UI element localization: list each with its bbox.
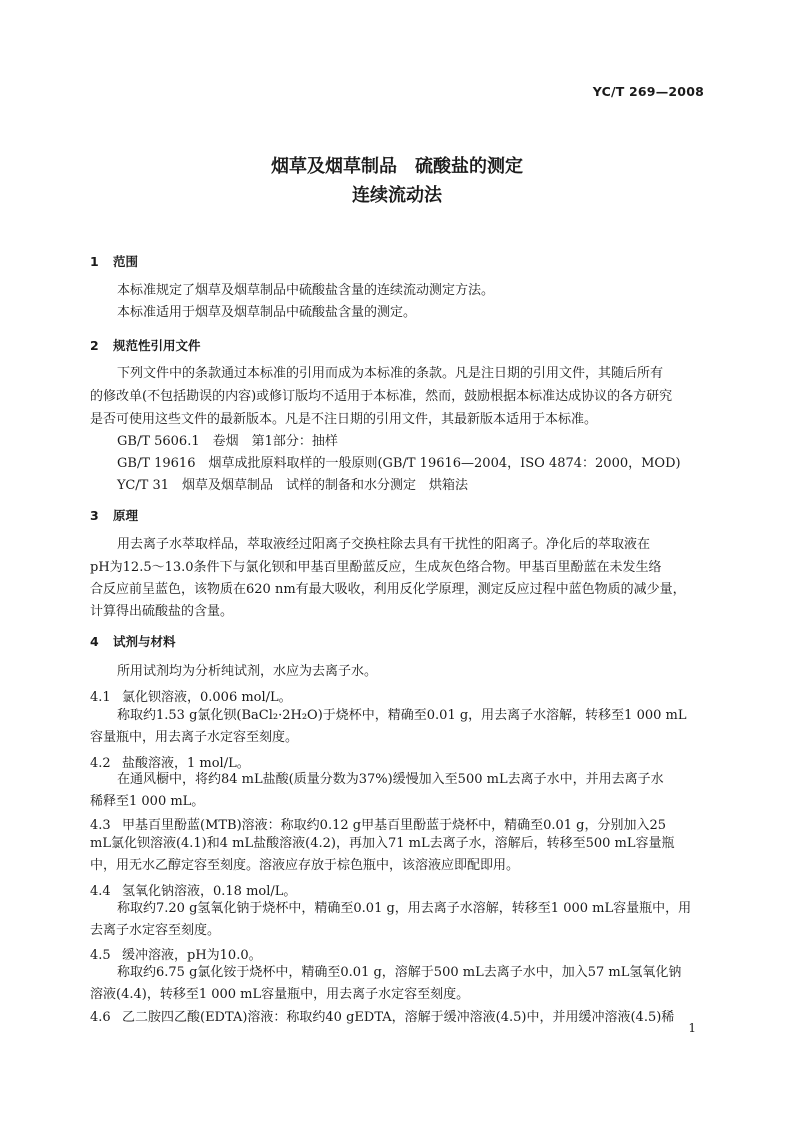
paragraph: 本标准规定了烟草及烟草制品中硫酸盐含量的连续流动测定方法。 (117, 283, 495, 298)
subclause-4-1 (90, 686, 292, 705)
paragraph-line: 称取约1.53 g氯化钡(BaCl₂·2H₂O)于烧杯中，精确至0.01 g，用去离子水溶解，转移至1 000 mL (117, 708, 687, 723)
paragraph-line: pH为12.5～13.0条件下与氯化钡和甲基百里酚蓝反应，生成灰色络合物。甲基百里酚蓝在未发生络 (90, 560, 662, 575)
section-heading-scope (90, 252, 138, 270)
section-title: 原理 (113, 508, 139, 523)
subclause-number: 4.4 (90, 884, 111, 899)
subclause-title: 盐酸溶液，1 mol/L。 (122, 756, 250, 771)
reference-item: GB/T 5606.1 卷烟 第1部分：抽样 (117, 434, 338, 449)
section-number: 4 (90, 634, 99, 649)
paragraph-line: 容量瓶中，用去离子水定容至刻度。 (90, 730, 299, 745)
paragraph: 所用试剂均为分析纯试剂，水应为去离子水。 (117, 664, 378, 679)
section-heading-principle (90, 506, 138, 524)
subclause-title: 缓冲溶液，pH为10.0。 (122, 948, 262, 963)
subclause-number: 4.2 (90, 756, 111, 771)
reference-item: YC/T 31 烟草及烟草制品 试样的制备和水分测定 烘箱法 (117, 478, 469, 493)
section-title: 试剂与材料 (113, 634, 176, 649)
subclause-text: 乙二胺四乙酸(EDTA)溶液：称取约40 gEDTA，溶解于缓冲溶液(4.5)中，并用缓冲溶液(4.5)稀 (122, 1010, 675, 1025)
subclause-number: 4.1 (90, 690, 111, 705)
section-heading-normative-references (90, 336, 201, 354)
paragraph-line: 溶液(4.4)，转移至1 000 mL容量瓶中，用去离子水定容至刻度。 (90, 987, 470, 1002)
paragraph-line: 中，用无水乙醇定容至刻度。溶液应存放于棕色瓶中，该溶液应即配即用。 (90, 858, 520, 873)
reference-item: GB/T 19616 烟草成批原料取样的一般原则(GB/T 19616—2004，ISO 4874：2000，MOD) (117, 456, 681, 471)
section-number: 3 (90, 508, 99, 523)
section-number: 2 (90, 338, 99, 353)
paragraph-line: 称取约7.20 g氢氧化钠于烧杯中，精确至0.01 g，用去离子水溶解，转移至1 000 mL容量瓶中，用 (117, 901, 692, 916)
paragraph-line: 去离子水定容至刻度。 (90, 923, 221, 938)
subclause-number: 4.5 (90, 948, 111, 963)
subclause-title: 氢氧化钠溶液，0.18 mol/L。 (122, 884, 297, 899)
subclause-4-6 (90, 1006, 674, 1025)
paragraph-line: mL氯化钡溶液(4.1)和4 mL盐酸溶液(4.2)，再加入71 mL去离子水，溶解后，转移至500 mL容量瓶 (90, 836, 675, 851)
section-title: 规范性引用文件 (113, 338, 201, 353)
section-heading-reagents (90, 632, 176, 650)
paragraph-line: 的修改单(不包括勘误的内容)或修订版均不适用于本标准，然而，鼓励根据本标准达成协议的各方研究 (90, 389, 673, 404)
section-title: 范围 (113, 254, 139, 269)
paragraph-line: 在通风橱中，将约84 mL盐酸(质量分数为37%)缓慢加入至500 mL去离子水中，并用去离子水 (117, 772, 664, 787)
paragraph-line: 用去离子水萃取样品，萃取液经过阳离子交换柱除去具有干扰性的阳离子。净化后的萃取液在 (117, 537, 651, 552)
paragraph-line: 称取约6.75 g氯化铵于烧杯中，精确至0.01 g，溶解于500 mL去离子水中，加入57 mL氢氧化钠 (117, 965, 682, 980)
paragraph-line: 稀释至1 000 mL。 (90, 794, 205, 809)
paragraph-line: 下列文件中的条款通过本标准的引用而成为本标准的条款。凡是注日期的引用文件，其随后所有 (117, 366, 664, 381)
subclause-title: 氯化钡溶液，0.006 mol/L。 (122, 690, 292, 705)
paragraph: 本标准适用于烟草及烟草制品中硫酸盐含量的测定。 (117, 305, 417, 320)
subclause-text: 甲基百里酚蓝(MTB)溶液：称取约0.12 g甲基百里酚蓝于烧杯中，精确至0.01 g，分别加入25 (122, 818, 667, 833)
page-number: 1 (688, 1021, 696, 1035)
document-subtitle: 连续流动法 (352, 185, 442, 206)
document-title: 烟草及烟草制品 硫酸盐的测定 (271, 156, 523, 177)
paragraph-line: 计算得出硫酸盐的含量。 (90, 604, 234, 619)
paragraph-line: 是否可使用这些文件的最新版本。凡是不注日期的引用文件，其最新版本适用于本标准。 (90, 412, 598, 427)
subclause-number: 4.3 (90, 818, 111, 833)
paragraph-line: 合反应前呈蓝色，该物质在620 nm有最大吸收，利用反化学原理，测定反应过程中蓝色物质的减少量， (90, 582, 686, 597)
standard-number: YC/T 269—2008 (592, 84, 704, 99)
subclause-4-3 (90, 814, 666, 833)
subclause-number: 4.6 (90, 1010, 111, 1025)
section-number: 1 (90, 254, 99, 269)
